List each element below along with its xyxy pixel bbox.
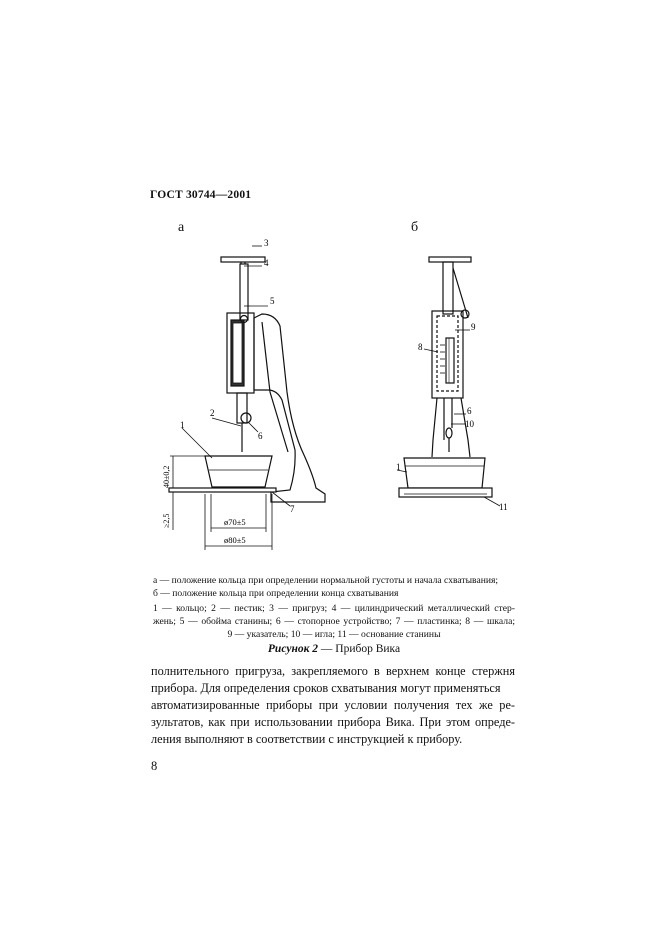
dimension-outer-diameter: ø80±5 bbox=[224, 535, 246, 545]
parts-list-line-1: 1 — кольцо; 2 — пестик; 3 — пригруз; 4 — цилиндрический металлический стер- bbox=[153, 603, 515, 614]
parts-list-line-3: 9 — указатель; 10 — игла; 11 — основание станины bbox=[227, 629, 441, 640]
callout-b-8: 8 bbox=[418, 342, 423, 352]
panel-b-label: б bbox=[411, 220, 419, 235]
callout-a-1: 1 bbox=[180, 420, 185, 430]
callout-b-10: 10 bbox=[465, 419, 474, 429]
callout-a-5: 5 bbox=[270, 296, 275, 306]
callout-a-6: 6 bbox=[258, 431, 263, 441]
callout-a-3: 3 bbox=[264, 238, 269, 248]
callout-b-6: 6 bbox=[467, 406, 472, 416]
document-header: ГОСТ 30744—2001 bbox=[150, 189, 252, 201]
vicat-apparatus-view-a bbox=[169, 246, 325, 550]
parts-list-line-2: жень; 5 — обойма станины; 6 — стопорное устройство; 7 — пластинка; 8 — шкала; bbox=[153, 616, 515, 627]
callout-a-7: 7 bbox=[290, 504, 295, 514]
callout-a-2: 2 bbox=[210, 408, 215, 418]
body-text-line: полнительного пригруза, закрепляемого в верхнем конце стержня bbox=[151, 664, 515, 678]
panel-a-label: а bbox=[178, 220, 185, 235]
dimension-ring-height: 40±0,2 bbox=[162, 465, 171, 488]
figure-caption-title: — Прибор Вика bbox=[318, 643, 401, 655]
page-number: 8 bbox=[151, 759, 158, 773]
dimension-inner-diameter: ø70±5 bbox=[224, 517, 246, 527]
callout-a-4: 4 bbox=[264, 258, 269, 268]
figure-legend-a: а — положение кольца при определении нормальной густоты и начала схватывания; bbox=[153, 575, 499, 586]
callout-b-11: 11 bbox=[499, 502, 508, 512]
callout-b-9: 9 bbox=[471, 322, 476, 332]
figure-caption bbox=[153, 643, 515, 655]
body-text-line: прибора. Для определения сроков схватывания могут применяться bbox=[151, 681, 501, 695]
vicat-apparatus-view-b bbox=[397, 257, 500, 506]
figure-legend-b: б — положение кольца при определении конца схватывания bbox=[153, 588, 399, 599]
dimension-plate-gap: ≥2,5 bbox=[162, 513, 171, 528]
body-text-line: ления выполняют в соответствии с инструкцией к прибору. bbox=[151, 732, 463, 746]
body-text-line: автоматизированные приборы при условии получения тех же ре- bbox=[151, 698, 515, 712]
figure-caption-label: Рисунок 2 bbox=[267, 643, 319, 655]
body-text-line: зультатов, как при использовании прибора Вика. При этом опреде- bbox=[151, 715, 515, 729]
callout-b-1: 1 bbox=[396, 462, 401, 472]
